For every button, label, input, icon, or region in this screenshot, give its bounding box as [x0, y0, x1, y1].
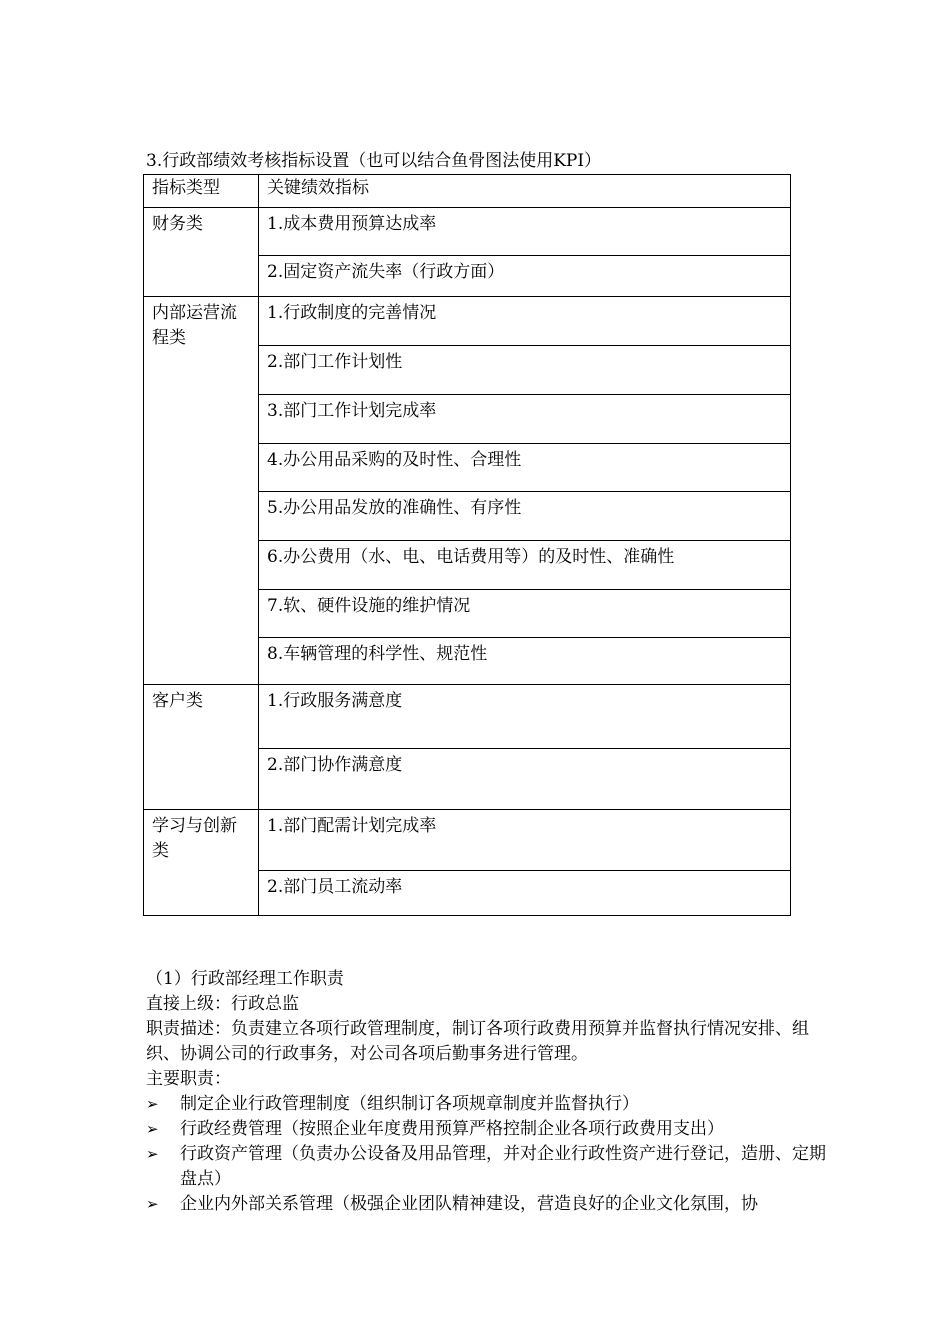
- arrow-bullet-icon: ➢: [146, 1195, 159, 1213]
- section-title: 3.行政部绩效考核指标设置（也可以结合鱼骨图法使用KPI）: [146, 151, 602, 171]
- kpi-cell: 1.部门配需计划完成率: [259, 810, 791, 871]
- duties-section: [146, 967, 826, 1217]
- kpi-cell: 2.部门协作满意度: [259, 749, 791, 810]
- category-cell-internal: [144, 297, 259, 685]
- kpi-cell: 3.部门工作计划完成率: [259, 395, 791, 444]
- list-item-text: 行政资产管理（负责办公设备及用品管理，并对企业行政性资产进行登记，造册、定期盘点）: [180, 1144, 826, 1189]
- list-item-text: 制定企业行政管理制度（组织制订各项规章制度并监督执行）: [180, 1094, 639, 1114]
- category-label: 财务类: [152, 214, 203, 234]
- duty-description: 职责描述：负责建立各项行政管理制度，制订各项行政费用预算并监督执行情况安排、组织、协调公司的行政事务，对公司各项后勤事务进行管理。: [146, 1019, 809, 1064]
- category-label: 学习与创新类: [152, 816, 237, 861]
- list-item: [146, 1192, 826, 1217]
- duty-list: [146, 1092, 826, 1217]
- table-row: [144, 810, 791, 871]
- kpi-cell: 2.部门工作计划性: [259, 346, 791, 395]
- direct-superior: 直接上级：行政总监: [146, 994, 299, 1014]
- kpi-cell: 1.行政服务满意度: [259, 685, 791, 749]
- kpi-cell: 4.办公用品采购的及时性、合理性: [259, 444, 791, 492]
- kpi-cell: 1.行政制度的完善情况: [259, 297, 791, 346]
- table-header-row: [144, 175, 791, 208]
- kpi-cell: 2.部门员工流动率: [259, 871, 791, 916]
- arrow-bullet-icon: ➢: [146, 1095, 159, 1113]
- list-item: [146, 1092, 826, 1117]
- duties-heading: （1）行政部经理工作职责: [146, 969, 344, 989]
- kpi-table: [143, 174, 791, 916]
- category-cell-customer: [144, 685, 259, 810]
- list-item-text: 行政经费管理（按照企业年度费用预算严格控制企业各项行政费用支出）: [180, 1119, 724, 1139]
- header-category: 指标类型: [144, 175, 259, 208]
- main-duties-label: 主要职责：: [146, 1069, 231, 1089]
- list-item: [146, 1142, 826, 1192]
- kpi-cell: 5.办公用品发放的准确性、有序性: [259, 492, 791, 541]
- category-cell-finance: [144, 208, 259, 297]
- list-item-text: 企业内外部关系管理（极强企业团队精神建设，营造良好的企业文化氛围，协: [180, 1194, 758, 1214]
- kpi-cell: 1.成本费用预算达成率: [259, 208, 791, 256]
- kpi-cell: 2.固定资产流失率（行政方面）: [259, 256, 791, 297]
- arrow-bullet-icon: ➢: [146, 1145, 159, 1163]
- category-label: 客户类: [152, 691, 203, 711]
- table-row: [144, 208, 791, 256]
- kpi-cell: 6.办公费用（水、电、电话费用等）的及时性、准确性: [259, 541, 791, 590]
- kpi-cell: 8.车辆管理的科学性、规范性: [259, 638, 791, 685]
- table-row: [144, 297, 791, 346]
- category-label: 内部运营流程类: [152, 303, 237, 348]
- arrow-bullet-icon: ➢: [146, 1120, 159, 1138]
- kpi-cell: 7.软、硬件设施的维护情况: [259, 590, 791, 638]
- header-kpi: 关键绩效指标: [259, 175, 791, 208]
- table-row: [144, 685, 791, 749]
- category-cell-learning: [144, 810, 259, 916]
- list-item: [146, 1117, 826, 1142]
